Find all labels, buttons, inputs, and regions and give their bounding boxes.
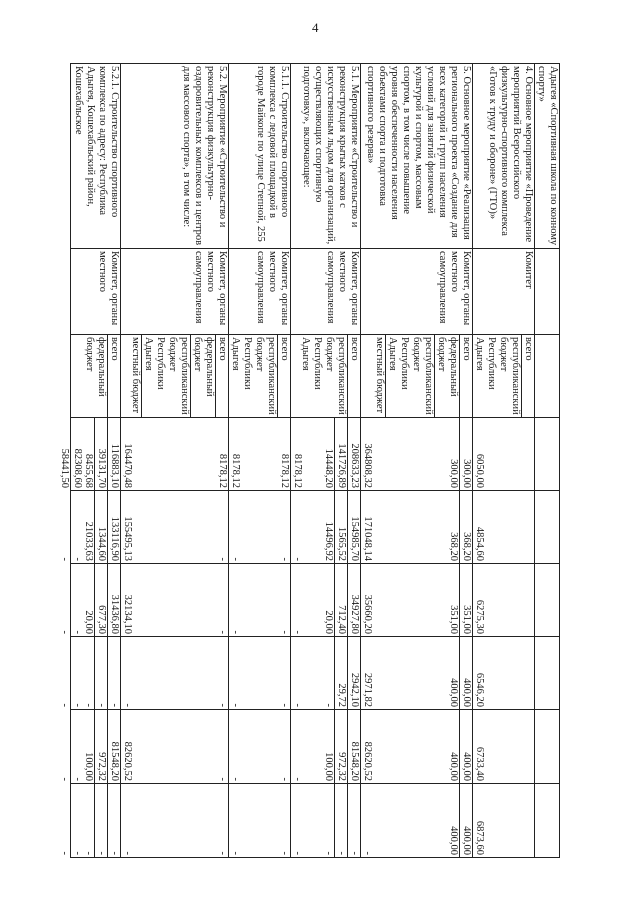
amount-value: - <box>292 851 303 855</box>
amount-value: - <box>216 491 229 563</box>
amount-value: 8178,12 <box>216 418 229 490</box>
amount-value: - <box>292 777 303 781</box>
amount-value: 39131,70 <box>95 418 108 490</box>
activity-cell: 5.1.1. Строительство спортивного комплекса с ледовой площадкой в городе Майкопе по улице Степной, 255 <box>229 64 291 249</box>
amount-value: 6546,20 <box>474 672 485 707</box>
amount-value: - <box>108 637 121 709</box>
amount-value: - <box>108 784 121 857</box>
amount-value: 677,30 <box>95 564 108 636</box>
amount-value: 100,00 <box>322 710 335 783</box>
amount-value: 35660,20 <box>362 594 373 634</box>
funding-source-cell <box>121 335 229 418</box>
amount-list <box>323 710 373 783</box>
amount-value: 8178,12 <box>230 453 241 488</box>
amount-value: 400,00 <box>460 784 473 857</box>
amount-value <box>535 418 547 490</box>
activity-cell: 5.2. Мероприятие «Строительство и реконструкция физкультурно-оздоровительных комплексов и центров для массового спорта», в том числе: <box>121 64 229 249</box>
amount-value: 21033,63 <box>82 491 95 563</box>
amount-list <box>323 418 373 490</box>
funding-source: всего <box>109 337 120 361</box>
amount-value: 82308,60 <box>72 448 83 488</box>
amount-value: 82620,52 <box>362 741 373 781</box>
amount-list <box>59 418 83 490</box>
amount-cell <box>535 784 560 858</box>
amount-value <box>535 564 547 636</box>
amount-value: 400,00 <box>447 784 460 857</box>
amount-value: - <box>58 637 71 709</box>
amount-value: 972,32 <box>335 710 348 783</box>
amount-value: 6050,00 <box>474 453 485 488</box>
executor-cell: Комитет, органы местного самоуправления <box>291 249 361 335</box>
activity-cell: Адыгея «Спортивная школа по конному спорту» <box>535 64 560 249</box>
amount-cell <box>448 564 535 637</box>
amount-value: 400,00 <box>447 637 460 709</box>
amount-value: - <box>230 851 241 855</box>
funding-source-list <box>299 335 360 417</box>
amount-value: - <box>292 703 303 707</box>
funding-source: федеральный бюджет <box>83 335 108 417</box>
amount-value: 171048,14 <box>362 516 373 561</box>
amount-list <box>323 784 373 857</box>
amount-value: - <box>348 784 361 857</box>
funding-source-cell <box>535 335 560 418</box>
amount-value: - <box>82 637 95 709</box>
amount-list <box>323 491 373 563</box>
amount-value: 8178,12 <box>292 453 303 488</box>
amount-value: - <box>278 784 291 857</box>
amount-list <box>217 564 241 636</box>
amount-list <box>448 637 485 709</box>
amount-cell <box>448 637 535 710</box>
amount-cell <box>83 418 229 491</box>
amount-value: 82620,52 <box>122 741 133 781</box>
amount-value: 164470,48 <box>122 443 133 488</box>
executor-cell: Комитет, органы местного самоуправления <box>121 249 229 335</box>
amount-list <box>59 784 83 857</box>
funding-source: всего <box>349 337 360 361</box>
amount-value <box>535 784 547 857</box>
amount-value: - <box>72 851 83 855</box>
amount-list <box>535 491 547 563</box>
funding-source: республиканский бюджет Республики Адыгея <box>473 335 522 417</box>
amount-value: - <box>292 630 303 634</box>
amount-value: 300,00 <box>447 418 460 490</box>
amount-value: - <box>216 784 229 857</box>
amount-cell <box>83 637 229 710</box>
amount-cell <box>83 491 229 564</box>
amount-value: 2942,10 <box>348 637 361 709</box>
executor-cell: Комитет <box>473 249 535 335</box>
amount-value: 351,00 <box>447 564 460 636</box>
amount-value: 400,00 <box>460 637 473 709</box>
amount-value: 81548,20 <box>108 710 121 783</box>
amount-value: - <box>72 777 83 781</box>
amount-list <box>83 418 133 490</box>
funding-source-cell <box>361 335 473 418</box>
funding-source-list <box>129 335 228 417</box>
funding-source: республиканский бюджет Республики Адыгея <box>299 335 348 417</box>
amount-value: 400,00 <box>447 710 460 783</box>
amount-value: 100,00 <box>82 710 95 783</box>
amount-list <box>279 637 303 709</box>
amount-list <box>279 564 303 636</box>
amount-list <box>323 564 373 636</box>
amount-value: 300,00 <box>460 418 473 490</box>
amount-list <box>59 710 83 783</box>
amount-list <box>535 418 547 490</box>
amount-value: - <box>58 491 71 563</box>
funding-source: всего <box>523 337 534 361</box>
page-number: 4 <box>312 20 319 35</box>
amount-list <box>83 637 133 709</box>
amount-value: - <box>58 564 71 636</box>
amount-value: - <box>72 703 83 707</box>
amount-value: - <box>58 710 71 783</box>
amount-cell <box>535 710 560 784</box>
amount-list <box>535 710 547 783</box>
amount-cell <box>535 418 560 491</box>
funding-source-list <box>373 335 472 417</box>
amount-cell <box>448 710 535 784</box>
amount-value: - <box>216 637 229 709</box>
amount-value: - <box>230 557 241 561</box>
amount-list <box>279 491 303 563</box>
amount-value: - <box>230 703 241 707</box>
amount-list <box>448 418 485 490</box>
funding-source: республиканский бюджет Республики Адыгея <box>386 335 435 417</box>
activity-cell: 5.2.1. Строительство спортивного комплекса по адресу: Республика Адыгея, Кошехабльский район, Кошехабльское <box>71 64 121 249</box>
amount-list <box>83 784 133 857</box>
funding-source-cell <box>71 335 121 418</box>
amount-value: 8455,68 <box>82 418 95 490</box>
amount-value: 141726,89 <box>335 418 348 490</box>
funding-source: всего <box>217 337 228 361</box>
amount-value <box>535 637 547 709</box>
amount-list <box>535 784 547 857</box>
activity-cell: 5. Основное мероприятие «Реализация регионального проекта «Создание для всех категорий и групп населения условий для занятий физической культурой и спортом, массовым спортом, в том числе повышение уровня обеспеченности населения объектами спорта и подготовка спортивного резерва» <box>361 64 473 249</box>
funding-source: федеральный бюджет <box>191 335 216 417</box>
amount-value: - <box>122 703 133 707</box>
funding-source: местный бюджет <box>129 335 142 417</box>
amount-value: - <box>278 491 291 563</box>
amount-value: - <box>95 637 108 709</box>
amount-list <box>83 710 133 783</box>
amount-list <box>323 637 373 709</box>
amount-list <box>83 564 133 636</box>
amount-cell <box>83 564 229 637</box>
amount-cell <box>83 784 229 858</box>
funding-source: федеральный бюджет <box>435 335 460 417</box>
amount-value: 20,00 <box>82 564 95 636</box>
table-row <box>473 64 535 858</box>
amount-value: - <box>72 630 83 634</box>
amount-list <box>217 418 241 490</box>
amount-list <box>279 418 303 490</box>
amount-value: 6275,30 <box>474 599 485 634</box>
amount-cell <box>448 418 535 491</box>
executor-cell: Комитет, органы местного самоуправления <box>361 249 473 335</box>
amount-list <box>59 564 83 636</box>
table-body <box>59 64 560 858</box>
funding-source-list <box>83 335 120 417</box>
activity-cell: 5.1. Мероприятие «Строительство и реконструкция крытых катков с искусственным льдом для организаций, осуществляющих спортивную подготовку», включающее: <box>291 64 361 249</box>
amount-value: 1344,60 <box>95 491 108 563</box>
amount-value: - <box>278 564 291 636</box>
amount-value: - <box>72 557 83 561</box>
executor-cell: Комитет, органы местного самоуправления <box>229 249 291 335</box>
amount-value: - <box>122 851 133 855</box>
amount-list <box>83 491 133 563</box>
table-row <box>535 64 560 858</box>
amount-cell <box>83 710 229 784</box>
amount-list <box>448 564 485 636</box>
amount-value: 116883,10 <box>108 418 121 490</box>
funding-source-cell <box>229 335 291 418</box>
amount-value: - <box>278 637 291 709</box>
amount-value: - <box>95 784 108 857</box>
amount-cell <box>535 637 560 710</box>
amount-value: - <box>230 630 241 634</box>
amount-list <box>217 491 241 563</box>
amount-value: - <box>82 784 95 857</box>
amount-list <box>535 564 547 636</box>
budget-table <box>59 63 560 858</box>
amount-value: - <box>58 784 71 857</box>
amount-value: 155495,13 <box>122 516 133 561</box>
amount-value: 208633,23 <box>348 418 361 490</box>
amount-list <box>217 784 241 857</box>
funding-source: всего <box>279 337 290 361</box>
amount-value: 154985,70 <box>348 491 361 563</box>
executor-cell: Комитет, органы местного <box>71 249 121 335</box>
amount-value: 29,72 <box>335 637 348 709</box>
amount-value: - <box>230 777 241 781</box>
amount-value: 368,20 <box>447 491 460 563</box>
amount-value: - <box>335 784 348 857</box>
amount-value <box>535 491 547 563</box>
amount-value: 32134,10 <box>122 594 133 634</box>
amount-value <box>535 710 547 783</box>
amount-value: 1565,52 <box>335 491 348 563</box>
funding-source: местный бюджет <box>373 335 386 417</box>
amount-value: 31436,80 <box>108 564 121 636</box>
amount-value: 6733,40 <box>474 746 485 781</box>
funding-source: всего <box>461 337 472 361</box>
table-row <box>121 64 229 858</box>
amount-value: - <box>322 784 335 857</box>
amount-list <box>448 710 485 783</box>
amount-value: 972,32 <box>95 710 108 783</box>
amount-cell <box>535 564 560 637</box>
funding-source-list <box>473 335 534 417</box>
amount-value: 14448,20 <box>322 418 335 490</box>
amount-value: 34927,80 <box>348 564 361 636</box>
amount-value: 400,00 <box>460 710 473 783</box>
amount-value: 133116,90 <box>108 491 121 563</box>
amount-value: - <box>322 637 335 709</box>
amount-value: 6873,60 <box>474 820 485 855</box>
amount-value: 14496,92 <box>322 491 335 563</box>
amount-list <box>279 710 303 783</box>
amount-value: 364808,32 <box>362 443 373 488</box>
funding-source-list <box>229 335 290 417</box>
amount-value: - <box>362 851 373 855</box>
funding-source-cell <box>291 335 361 418</box>
activity-cell: 4. Основное мероприятие «Проведение мероприятий Всероссийского физкультурно-спортивного комплекса «Готов к труду и обороне» (ГТО)» <box>473 64 535 249</box>
amount-list <box>217 637 241 709</box>
amount-list <box>279 784 303 857</box>
amount-value: 4854,60 <box>474 526 485 561</box>
amount-cell <box>448 784 535 858</box>
amount-value: 368,20 <box>460 491 473 563</box>
amount-value: 81548,20 <box>348 710 361 783</box>
amount-value: - <box>278 710 291 783</box>
amount-list <box>59 637 83 709</box>
funding-source-cell <box>473 335 535 418</box>
amount-list <box>217 710 241 783</box>
executor-cell <box>535 249 560 335</box>
amount-list <box>59 491 83 563</box>
amount-value: 58441,50 <box>58 418 71 490</box>
funding-source: республиканский бюджет Республики Адыгея <box>142 335 191 417</box>
rotated-table-container <box>56 63 560 857</box>
amount-value: 2971,82 <box>362 672 373 707</box>
amount-list <box>448 491 485 563</box>
amount-value: - <box>216 564 229 636</box>
funding-source: республиканский бюджет Республики Адыгея <box>229 335 278 417</box>
amount-value: - <box>292 557 303 561</box>
amount-value: 8178,12 <box>278 418 291 490</box>
amount-cell <box>448 491 535 564</box>
amount-value: 20,00 <box>322 564 335 636</box>
amount-value: - <box>216 710 229 783</box>
amount-list <box>448 784 485 857</box>
amount-list <box>535 637 547 709</box>
amount-value: 351,00 <box>460 564 473 636</box>
amount-value: 712,40 <box>335 564 348 636</box>
amount-cell <box>535 491 560 564</box>
